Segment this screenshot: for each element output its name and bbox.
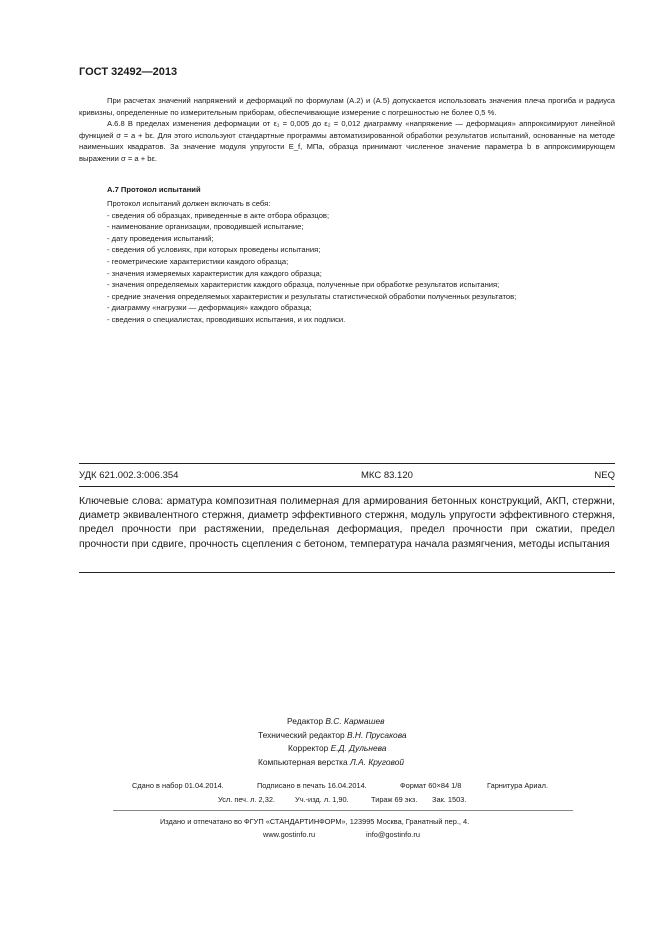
divider-print: [113, 810, 573, 811]
keywords-text: Ключевые слова: арматура композитная полимерная для армирования бетонных конструкций, АКП, стержни, диаметр эквивалентного стержня, диаметр эффективного стержня, модуль упругости эффективного стержня, предел прочности при растяжении, предельная деформация, предел прочности при сжатии, предел прочности при сдвиге, прочность сцепления с бетоном, температура начала размягчения, методы испытания: [79, 496, 615, 550]
format-fraction: 1/8: [451, 781, 462, 790]
body-paragraphs: [79, 95, 615, 165]
list-item: - сведения о специалистах, проводивших испытания, и их подписи.: [107, 314, 346, 324]
udk-code: УДК 621.002.3:006.354: [79, 470, 179, 481]
list-item: - значения определяемых характеристик каждого образца, полученные при обработке результатов испытания;: [107, 280, 500, 290]
edition-sheets: Уч.-изд. л. 1,90.: [295, 795, 349, 804]
list-item: - средние значения определяемых характеристик и результаты статистической обработки полученных результатов;: [107, 291, 517, 301]
paragraph-1: При расчетах значений напряжений и деформаций по формулам (А.2) и (А.5) допускается использовать значения плеча прогиба и радиуса кривизны, определенные по измерительным приборам, обеспечивающие измерение с погрешностью не более 0,5 %.: [79, 96, 615, 117]
divider-middle: [79, 486, 615, 487]
credit-layout: Компьютерная верстка Л.А. Круговой: [258, 756, 405, 767]
copies: Тираж 69 экз.: [371, 795, 418, 804]
publisher-email-link[interactable]: info@gostinfo.ru: [366, 830, 420, 839]
list-item: - дату проведения испытаний;: [107, 233, 214, 243]
typeface: Гарнитура Ариал.: [487, 781, 549, 790]
paper-format: Формат 60×84 1/8: [400, 781, 462, 790]
list-item: - сведения об условиях, при которых проведены испытания;: [107, 245, 321, 255]
list-item: - наименование организации, проводившей испытание;: [107, 222, 304, 232]
protocol-lead: Протокол испытаний должен включать в себя:: [107, 199, 271, 208]
print-sheets: Усл. печ. л. 2,32.: [218, 795, 275, 804]
submitted-date: Сдано в набор 01.04.2014.: [132, 781, 224, 790]
protocol-list: [79, 198, 615, 326]
publisher-site-link[interactable]: www.gostinfo.ru: [263, 830, 316, 839]
publisher-address: Издано и отпечатано во ФГУП «СТАНДАРТИНФОРМ», 123995 Москва, Гранатный пер., 4.: [160, 817, 470, 826]
credit-editor: Редактор В.С. Кармашев: [287, 716, 385, 726]
list-item: - диаграмму «нагрузки — деформация» каждого образца;: [107, 303, 312, 313]
list-item: - геометрические характеристики каждого образца;: [107, 256, 289, 266]
credit-corrector: Корректор Е.Д. Дульнева: [288, 743, 387, 754]
section-title: А.7 Протокол испытаний: [107, 185, 201, 194]
divider-top: [79, 463, 615, 464]
order-number: Зак. 1503.: [432, 795, 467, 804]
page-header: ГОСТ 32492—2013: [79, 66, 178, 78]
signed-date: Подписано в печать 16.04.2014.: [257, 781, 367, 790]
credit-corrector-name: Е.Д. Дульнева: [330, 743, 387, 754]
credit-tech-editor-name: В.Н. Прусакова: [346, 729, 407, 740]
neq-label: NEQ: [594, 470, 615, 481]
mks-code: МКС 83.120: [361, 470, 413, 481]
credit-editor-name: В.С. Кармашев: [325, 716, 385, 726]
list-item: - значения измеряемых характеристик для каждого образца;: [107, 268, 322, 278]
paragraph-2: А.6.8 В пределах изменения деформации от ε₁ = 0,005 до ε₂ = 0,012 диаграмму «напряжение — деформация» аппроксимируют линейной функцией σ = a + bε. Для этого используют стандартные программы автоматизированной обработки результатов испытаний, основанные на методе наименьших квадратов. За значение модуля упругости E_f, МПа, образца принимают численное значение параметра b в аппроксимирующем выражении σ = a + bε.: [79, 119, 615, 163]
divider-bottom: [79, 572, 615, 573]
list-item: - сведения об образцах, приведенные в акте отбора образцов;: [107, 210, 330, 220]
credit-tech-editor: Технический редактор В.Н. Прусакова: [258, 729, 407, 740]
credit-layout-name: Л.А. Круговой: [350, 756, 405, 767]
